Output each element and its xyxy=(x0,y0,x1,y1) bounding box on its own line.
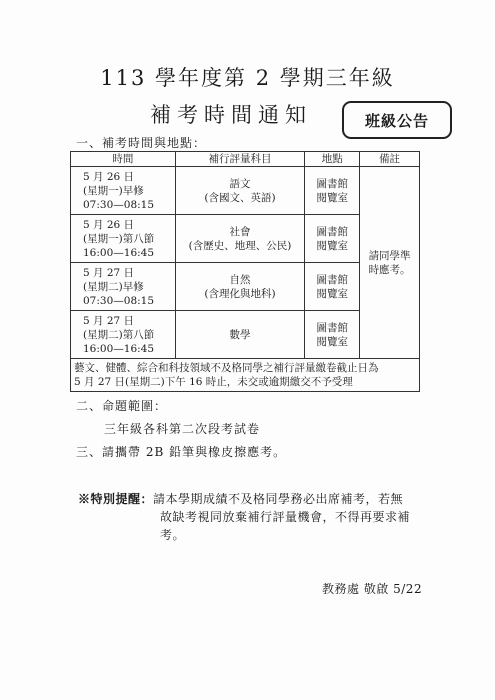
table-note-row xyxy=(71,359,420,392)
section-scope-heading: 二、命題範圍： xyxy=(76,399,168,413)
subject-name: 語文 xyxy=(229,177,251,190)
header-time: 時間 xyxy=(71,152,176,167)
table-row xyxy=(71,167,420,215)
time-cell xyxy=(71,311,176,359)
reminder-line xyxy=(78,490,438,508)
date-text: 5 月 26 日 xyxy=(83,170,135,183)
period-text: (星期二)早修 xyxy=(83,280,144,293)
remark-line: 時應考。 xyxy=(368,263,411,276)
subject-detail: (含歷史、地理、公民) xyxy=(188,239,292,252)
note-line: 藝文、健體、綜合和科技領域不及格同學之補行評量繳卷截止日為 xyxy=(74,362,379,374)
special-reminder xyxy=(78,490,438,544)
place-line: 閱覽室 xyxy=(316,239,348,252)
note-line: 5 月 27 日(星期二)下午 16 時止，未交或逾期繳交不予受理 xyxy=(74,376,353,388)
section-supplies: 三、請攜帶 2B 鉛筆與橡皮擦應考。 xyxy=(76,445,287,459)
place-line: 圖書館 xyxy=(316,321,348,334)
reminder-lead: ※特別提醒： xyxy=(78,492,154,506)
subject-cell xyxy=(175,215,305,263)
period-text: (星期一)早修 xyxy=(83,184,144,197)
table-header-row xyxy=(71,152,420,167)
header-place: 地點 xyxy=(305,152,360,167)
period-text: (星期二)第八節 xyxy=(83,328,155,341)
note-cell xyxy=(71,359,420,392)
section-time-place-heading: 一、補考時間與地點： xyxy=(76,136,207,150)
subject-detail: (含理化與地科) xyxy=(204,287,276,300)
notice-title: 113 學年度第 2 學期三年級 xyxy=(100,66,395,90)
signature: 教務處 敬啟 5/22 xyxy=(322,582,423,596)
notice-subtitle: 補考時間通知 xyxy=(150,103,312,127)
clock-text: 16:00—16:45 xyxy=(83,246,155,259)
subject-cell xyxy=(175,311,305,359)
place-line: 閱覽室 xyxy=(316,335,348,348)
class-announcement-badge: 班級公告 xyxy=(342,101,452,139)
remark-line: 請同學準 xyxy=(368,249,411,262)
date-text: 5 月 27 日 xyxy=(83,314,135,327)
section-scope-body: 三年級各科第二次段考試卷 xyxy=(104,422,261,436)
place-cell xyxy=(305,215,360,263)
clock-text: 07:30—08:15 xyxy=(83,294,155,307)
clock-text: 07:30—08:15 xyxy=(83,198,155,211)
reminder-line: 考。 xyxy=(160,528,186,542)
place-line: 圖書館 xyxy=(316,177,348,190)
place-line: 圖書館 xyxy=(316,273,348,286)
reminder-text: 請本學期成績不及格同學務必出席補考，若無 xyxy=(153,492,404,506)
date-text: 5 月 27 日 xyxy=(83,266,135,279)
subject-name: 數學 xyxy=(229,328,251,341)
subject-detail: (含國文、英語) xyxy=(204,191,276,204)
place-line: 圖書館 xyxy=(316,225,348,238)
subject-name: 社會 xyxy=(229,225,251,238)
time-cell xyxy=(71,215,176,263)
period-text: (星期一)第八節 xyxy=(83,232,155,245)
subject-cell xyxy=(175,263,305,311)
subject-name: 自然 xyxy=(229,273,251,286)
schedule-table xyxy=(70,151,420,392)
time-cell xyxy=(71,263,176,311)
place-cell xyxy=(305,167,360,215)
date-text: 5 月 26 日 xyxy=(83,218,135,231)
remark-cell xyxy=(360,167,420,359)
place-cell xyxy=(305,263,360,311)
reminder-line: 故缺考視同放棄補行評量機會，不得再要求補 xyxy=(160,510,411,524)
header-remark: 備註 xyxy=(360,152,420,167)
place-cell xyxy=(305,311,360,359)
place-line: 閱覽室 xyxy=(316,287,348,300)
time-cell xyxy=(71,167,176,215)
place-line: 閱覽室 xyxy=(316,191,348,204)
clock-text: 16:00—16:45 xyxy=(83,342,155,355)
subject-cell xyxy=(175,167,305,215)
header-subject: 補行評量科目 xyxy=(175,152,305,167)
